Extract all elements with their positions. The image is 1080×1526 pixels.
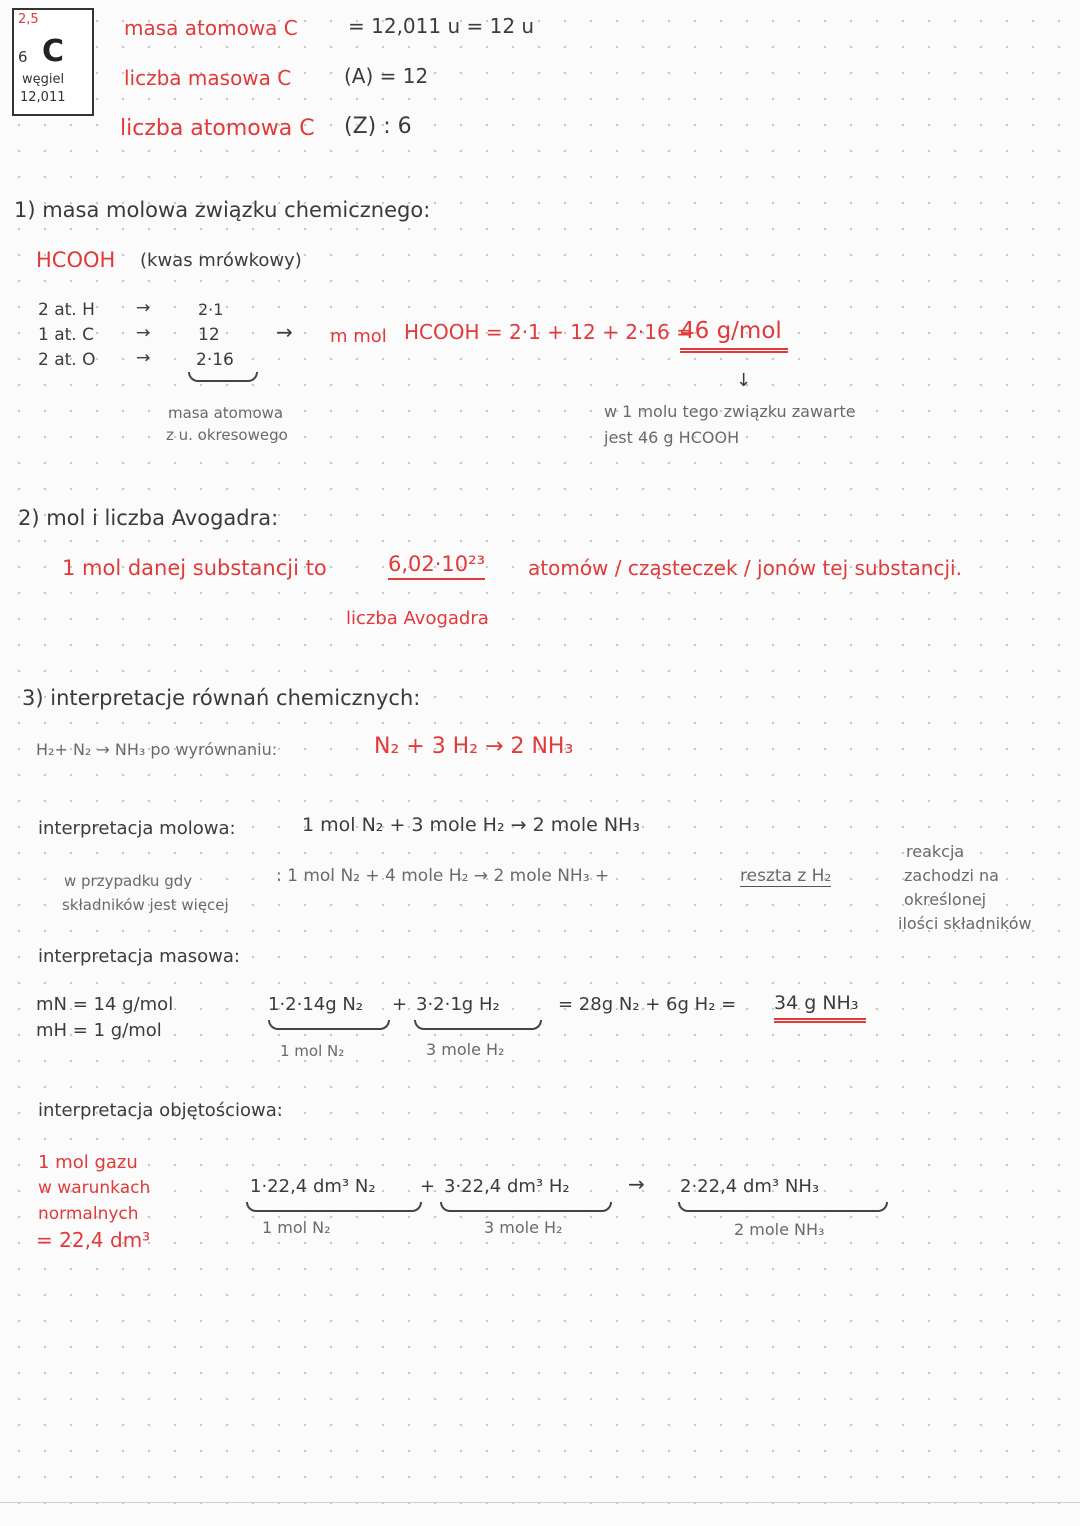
atom-row-o: 2 at. O <box>38 350 96 370</box>
header-line1-label: masa atomowa C <box>124 16 298 40</box>
section3-title: 3) interpretacje równań chemicznych: <box>22 686 421 710</box>
element-tile <box>12 8 94 116</box>
mass-brace-label-1: 1 mol N₂ <box>280 1042 345 1060</box>
volume-interpretation-label: interpretacja objętościowa: <box>38 1100 283 1121</box>
volume-brace-label-1: 1 mol N₂ <box>262 1218 331 1237</box>
volume-term-2: 3·22,4 dm³ H₂ <box>444 1176 570 1197</box>
molar-interp-text: interpretacja molowa: <box>38 818 236 839</box>
volume-note-3: normalnych <box>38 1204 139 1224</box>
atomic-mass-brace <box>188 372 258 382</box>
header-line1-value: = 12,011 u = 12 u <box>348 14 535 38</box>
mol-definition-b: atomów / cząsteczek / jonów tej substancji. <box>528 556 962 580</box>
excess-equation: : 1 mol N₂ + 4 mole H₂ → 2 mole NH₃ + <box>276 866 610 886</box>
molar-mass-result: 46 g/mol <box>680 318 788 353</box>
tile-atomic-number: 6 <box>18 48 28 66</box>
molar-note-2: jest 46 g HCOOH <box>604 428 740 447</box>
volume-brace-1 <box>246 1202 422 1212</box>
mass-term-2: 3·2·1g H₂ <box>416 994 500 1015</box>
mass-result: 34 g NH₃ <box>774 992 866 1023</box>
side-note-1: reakcja <box>906 842 965 861</box>
mmol-label: m mol <box>330 326 387 347</box>
tile-symbol: C <box>42 34 65 69</box>
side-note-4: ilości składników <box>898 914 1032 933</box>
section2-title: 2) mol i liczba Avogadra: <box>18 506 279 530</box>
side-note-2: zachodzi na <box>904 866 999 885</box>
excess-rest: reszta z H₂ <box>740 866 832 886</box>
volume-brace-label-2: 3 mole H₂ <box>484 1218 563 1237</box>
header-line3-value: (Z) : 6 <box>344 114 412 139</box>
volume-brace-label-3: 2 mole NH₃ <box>734 1220 825 1239</box>
volume-arrow: → <box>628 1172 645 1196</box>
mass-term-1: 1·2·14g N₂ <box>268 994 364 1015</box>
excess-note-2: składników jest więcej <box>62 896 229 914</box>
tile-mass: 12,011 <box>20 90 66 105</box>
header-line2-value: (A) = 12 <box>344 64 429 88</box>
side-note-3: określonej <box>904 890 987 909</box>
header-line2-label: liczba masowa C <box>124 66 292 90</box>
excess-note-1: w przypadku gdy <box>64 872 193 890</box>
compound-formula: HCOOH <box>36 248 116 272</box>
brace-label-2: z u. okresowego <box>166 426 288 444</box>
volume-brace-3 <box>678 1202 888 1212</box>
molar-note-1: w 1 molu tego związku zawarte <box>604 402 856 421</box>
atom-val-c: 12 <box>198 325 220 345</box>
volume-brace-2 <box>440 1202 612 1212</box>
volume-term-3: 2·22,4 dm³ NH₃ <box>680 1176 820 1197</box>
volume-plus: + <box>420 1176 436 1197</box>
molar-mass-n: mN = 14 g/mol <box>36 994 174 1015</box>
atom-row-h: 2 at. H <box>38 300 95 320</box>
sum-arrow: → <box>276 320 293 344</box>
header-line3-label: liczba atomowa C <box>120 116 315 141</box>
section1-title: 1) masa molowa związku chemicznego: <box>14 198 431 222</box>
compound-name: (kwas mrówkowy) <box>140 250 302 271</box>
volume-note-4: = 22,4 dm³ <box>36 1228 151 1252</box>
volume-note-1: 1 mol gazu <box>38 1152 138 1173</box>
arrow-c: → <box>136 323 151 343</box>
down-arrow: ↓ <box>736 370 752 391</box>
mol-definition-a: 1 mol danej substancji to <box>62 556 327 580</box>
atom-row-c: 1 at. C <box>38 325 94 345</box>
mass-equation: = 28g N₂ + 6g H₂ = <box>558 994 737 1015</box>
mass-brace-2 <box>414 1020 542 1030</box>
arrow-o: → <box>136 348 151 368</box>
molar-interpretation-equation: 1 mol N₂ + 3 mole H₂ → 2 mole NH₃ <box>302 814 640 836</box>
brace-label-1: masa atomowa <box>168 404 284 422</box>
page-bottom-line <box>0 1502 1080 1503</box>
balanced-equation: N₂ + 3 H₂ → 2 NH₃ <box>374 734 574 759</box>
avogadro-label: liczba Avogadra <box>346 608 489 629</box>
arrow-h: → <box>136 298 151 318</box>
volume-note-2: w warunkach <box>38 1178 151 1198</box>
volume-term-1: 1·22,4 dm³ N₂ <box>250 1176 376 1197</box>
unbalanced-equation: H₂+ N₂ → NH₃ po wyrównaniu: <box>36 740 278 759</box>
mass-interpretation-label: interpretacja masowa: <box>38 946 240 967</box>
molar-mass-formula: HCOOH = 2·1 + 12 + 2·16 = <box>404 320 693 344</box>
tile-number: 2,5 <box>18 12 39 27</box>
mass-plus: + <box>392 994 408 1015</box>
avogadro-number: 6,02·10²³ <box>388 552 485 580</box>
molar-interpretation-label <box>38 818 236 839</box>
molar-mass-h: mH = 1 g/mol <box>36 1020 162 1041</box>
tile-name: węgiel <box>22 72 65 87</box>
mass-brace-label-2: 3 mole H₂ <box>426 1040 505 1059</box>
mass-brace-1 <box>268 1020 390 1030</box>
atom-val-h: 2·1 <box>198 300 224 319</box>
atom-val-o: 2·16 <box>196 350 234 370</box>
